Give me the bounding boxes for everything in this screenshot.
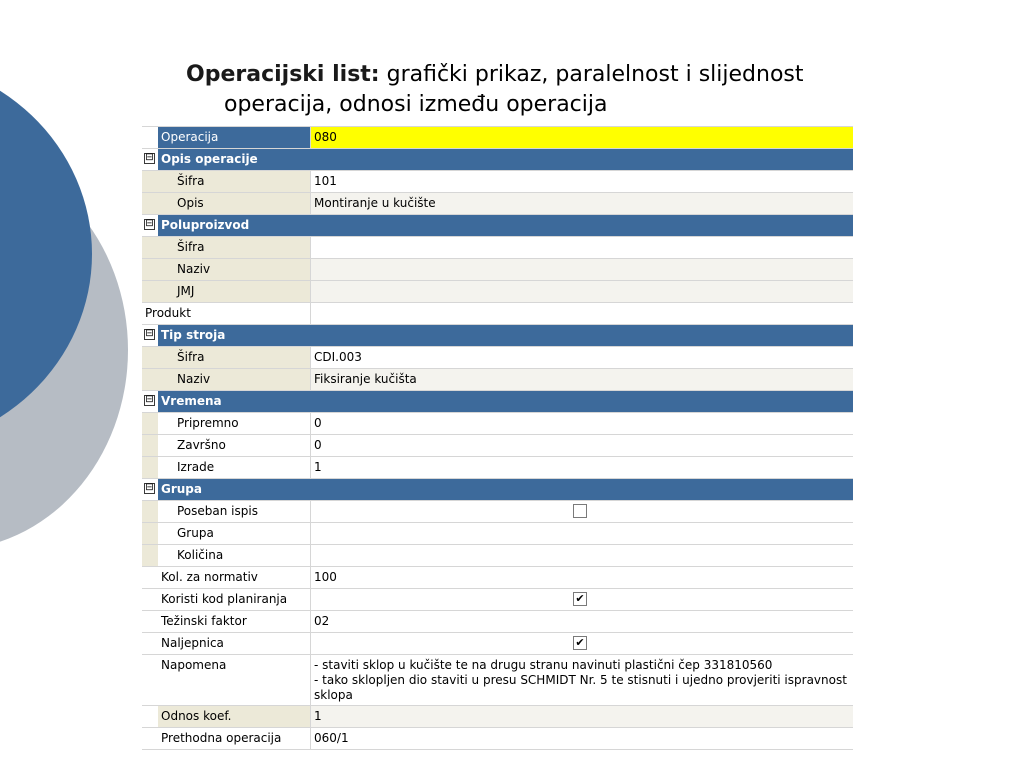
napomena-line-2: - tako sklopljen dio staviti u presu SCHMIDT Nr. 5 te stisnuti i ujedno provjeriti ispravnost sklopa — [314, 673, 847, 702]
category-vremena[interactable] — [142, 391, 853, 413]
label-operacija: Operacija — [158, 127, 311, 148]
value-koristi-kod-planiranja — [311, 589, 853, 610]
row-opis-sifra[interactable] — [142, 171, 853, 193]
row-naljepnica[interactable] — [142, 633, 853, 655]
value-opis[interactable]: Montiranje u kučište — [311, 193, 853, 214]
label-napomena: Napomena — [158, 655, 311, 705]
collapse-icon[interactable]: ⊟ — [145, 394, 154, 405]
category-label: Grupa — [161, 482, 202, 496]
category-opis-operacije[interactable] — [142, 149, 853, 171]
label-odnos-koef: Odnos koef. — [158, 706, 311, 727]
row-poluproizvod-jmj[interactable] — [142, 281, 853, 303]
value-operacija[interactable]: 080 — [311, 127, 853, 148]
value-sifra[interactable]: 101 — [311, 171, 853, 192]
category-label: Poluproizvod — [161, 218, 250, 232]
label-opis: Opis — [158, 193, 311, 214]
value-naziv[interactable]: Fiksiranje kučišta — [311, 369, 853, 390]
label-naljepnica: Naljepnica — [158, 633, 311, 654]
value-produkt[interactable] — [311, 303, 853, 324]
row-vremena-pripremno[interactable] — [142, 413, 853, 435]
row-odnos-koef[interactable] — [142, 706, 853, 728]
label-izrade: Izrade — [158, 457, 311, 478]
value-kolicina[interactable] — [311, 545, 853, 566]
value-odnos-koef[interactable]: 1 — [311, 706, 853, 727]
naljepnica-checkbox[interactable]: ✔ — [573, 636, 587, 650]
row-grupa-grupa[interactable] — [142, 523, 853, 545]
label-naziv: Naziv — [158, 259, 311, 280]
row-prethodna-operacija[interactable] — [142, 728, 853, 750]
napomena-line-1: - staviti sklop u kučište te na drugu stranu navinuti plastični čep 331810560 — [314, 658, 773, 672]
poseban-ispis-checkbox[interactable] — [573, 504, 587, 518]
row-koristi-kod-planiranja[interactable] — [142, 589, 853, 611]
label-poseban-ispis: Poseban ispis — [158, 501, 311, 522]
category-tip-stroja[interactable] — [142, 325, 853, 347]
label-koristi-kod-planiranja: Koristi kod planiranja — [158, 589, 311, 610]
label-naziv: Naziv — [158, 369, 311, 390]
row-tip-stroja-sifra[interactable] — [142, 347, 853, 369]
value-naziv[interactable] — [311, 259, 853, 280]
row-vremena-zavrsno[interactable] — [142, 435, 853, 457]
koristi-kod-planiranja-checkbox[interactable]: ✔ — [573, 592, 587, 606]
row-tezinski-faktor[interactable] — [142, 611, 853, 633]
category-label: Vremena — [161, 394, 222, 408]
value-zavrsno[interactable]: 0 — [311, 435, 853, 456]
value-naljepnica — [311, 633, 853, 654]
label-zavrsno: Završno — [158, 435, 311, 456]
row-poluproizvod-naziv[interactable] — [142, 259, 853, 281]
value-sifra[interactable]: CDI.003 — [311, 347, 853, 368]
label-kolicina: Količina — [158, 545, 311, 566]
value-izrade[interactable]: 1 — [311, 457, 853, 478]
title-bold: Operacijski list: — [186, 62, 380, 87]
row-napomena[interactable] — [142, 655, 853, 706]
value-pripremno[interactable]: 0 — [311, 413, 853, 434]
label-tezinski-faktor: Težinski faktor — [158, 611, 311, 632]
slide-title — [186, 60, 946, 120]
row-vremena-izrade[interactable] — [142, 457, 853, 479]
row-grupa-kolicina[interactable] — [142, 545, 853, 567]
label-sifra: Šifra — [158, 347, 311, 368]
title-line1-rest: grafički prikaz, paralelnost i slijednost — [379, 62, 804, 87]
row-kol-za-normativ[interactable] — [142, 567, 853, 589]
property-grid — [142, 126, 853, 750]
collapse-icon[interactable]: ⊟ — [145, 482, 154, 493]
label-grupa: Grupa — [158, 523, 311, 544]
label-jmj: JMJ — [158, 281, 311, 302]
category-label: Opis operacije — [161, 152, 258, 166]
row-opis-opis[interactable] — [142, 193, 853, 215]
label-sifra: Šifra — [158, 171, 311, 192]
value-sifra[interactable] — [311, 237, 853, 258]
row-poluproizvod-sifra[interactable] — [142, 237, 853, 259]
title-line2: operacija, odnosi između operacija — [224, 92, 608, 117]
label-prethodna-operacija: Prethodna operacija — [158, 728, 311, 749]
category-grupa[interactable] — [142, 479, 853, 501]
collapse-icon[interactable]: ⊟ — [145, 152, 154, 163]
label-produkt: Produkt — [142, 303, 311, 324]
label-kol-za-normativ: Kol. za normativ — [158, 567, 311, 588]
value-napomena[interactable] — [311, 655, 853, 705]
row-tip-stroja-naziv[interactable] — [142, 369, 853, 391]
label-sifra: Šifra — [158, 237, 311, 258]
value-grupa[interactable] — [311, 523, 853, 544]
value-kol-za-normativ[interactable]: 100 — [311, 567, 853, 588]
label-pripremno: Pripremno — [158, 413, 311, 434]
value-jmj[interactable] — [311, 281, 853, 302]
value-tezinski-faktor[interactable]: 02 — [311, 611, 853, 632]
collapse-icon[interactable]: ⊟ — [145, 218, 154, 229]
value-prethodna-operacija[interactable]: 060/1 — [311, 728, 853, 749]
row-operacija[interactable] — [142, 127, 853, 149]
collapse-icon[interactable]: ⊟ — [145, 328, 154, 339]
category-label: Tip stroja — [161, 328, 226, 342]
value-poseban-ispis — [311, 501, 853, 522]
category-poluproizvod[interactable] — [142, 215, 853, 237]
row-grupa-poseban-ispis[interactable] — [142, 501, 853, 523]
row-produkt[interactable] — [142, 303, 853, 325]
